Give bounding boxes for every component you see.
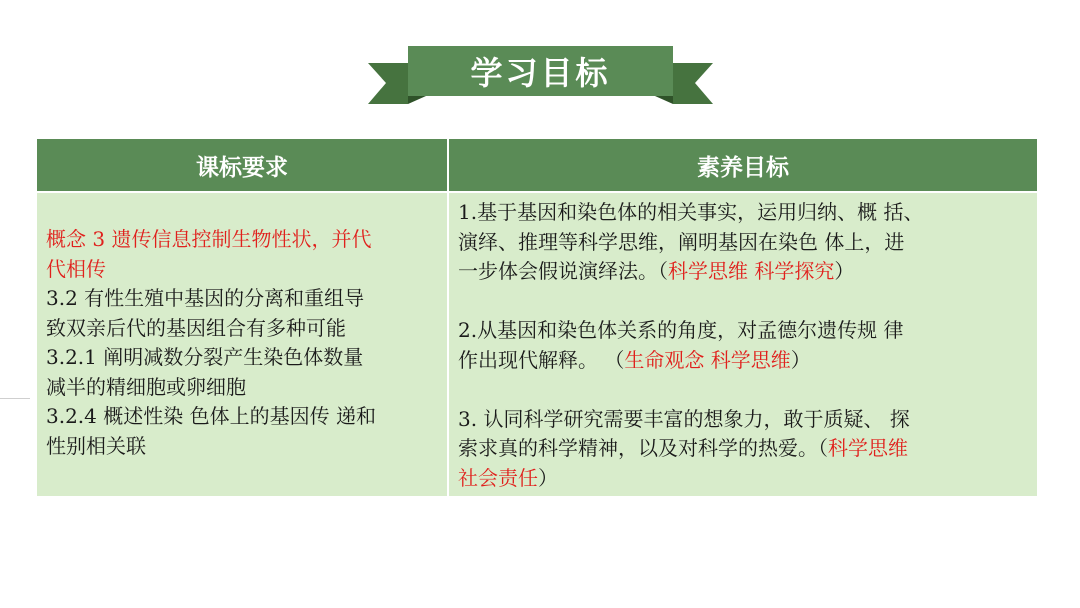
goal-1-close: ）	[834, 259, 855, 283]
requirement-line: 致双亲后代的基因组合有多种可能	[46, 315, 346, 340]
goal-2-close: ）	[790, 347, 811, 372]
concept-line: 代相传	[46, 256, 106, 281]
goal-2-line: 2.从基因和染色体关系的角度，对孟德尔遗传规 律	[458, 318, 904, 342]
requirement-line: 减半的精细胞或卵细胞	[46, 374, 246, 399]
goal-2-literacy-tag: 生命观念 科学思维	[624, 347, 791, 372]
header-competency-goals: 素养目标	[697, 154, 789, 181]
goal-3-line	[458, 464, 1033, 494]
header-curriculum-requirements: 课标要求	[196, 154, 288, 181]
table-header-row	[37, 139, 1037, 191]
requirement-line: 性别相关联	[46, 433, 146, 458]
title-banner	[368, 46, 713, 104]
goal-1-line	[458, 257, 1033, 287]
goal-1-text: 一步体会假说演绎法。（	[458, 259, 668, 283]
goal-3-text: 索求真的科学精神，以及对科学的热爱。（	[458, 436, 828, 460]
goal-3-close: ）	[538, 465, 558, 490]
goal-2-line	[458, 346, 1033, 376]
requirement-line: 3.2.4 概述性染 色体上的基因传 递和	[46, 404, 376, 428]
goal-3-literacy-tag: 科学思维	[828, 436, 908, 460]
page-edge-mark	[0, 398, 30, 399]
goal-3-line: 3. 认同科学研究需要丰富的想象力，敢于质疑、 探	[458, 406, 910, 431]
concept-line: 概念 3 遗传信息控制生物性状，并代	[46, 227, 372, 251]
requirement-line: 3.2 有性生殖中基因的分离和重组导	[46, 286, 365, 310]
goal-1-literacy-tag: 科学思维 科学探究	[668, 259, 835, 283]
goal-2-text: 作出现代解释。 （	[458, 347, 625, 372]
goal-3-literacy-tag: 社会责任	[458, 465, 538, 490]
goal-1-line: 1.基于基因和染色体的相关事实，运用归纳、概 括、	[458, 200, 924, 224]
competency-goals-cell	[449, 193, 1037, 496]
curriculum-requirements-cell	[37, 193, 447, 496]
page-title: 学习目标	[470, 54, 611, 92]
goal-1-line: 演绎、推理等科学思维，阐明基因在染色 体上，进	[458, 229, 905, 254]
goal-3-line	[458, 434, 1033, 464]
requirement-line: 3.2.1 阐明减数分裂产生染色体数量	[46, 345, 364, 369]
objectives-table	[37, 139, 1037, 496]
